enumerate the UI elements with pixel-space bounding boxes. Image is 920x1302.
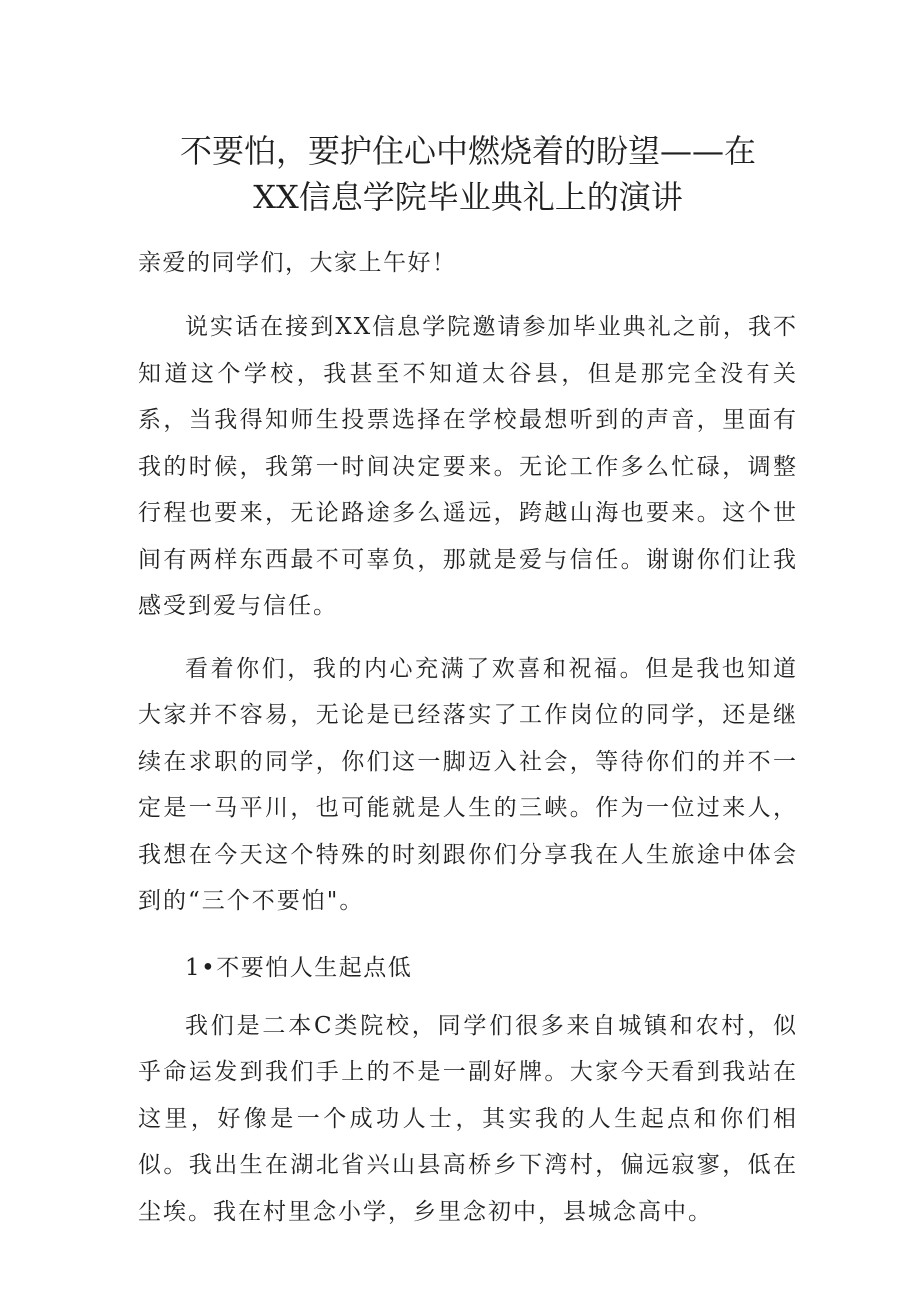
document-page bbox=[138, 0, 798, 1235]
paragraph-1: 说实话在接到XX信息学院邀请参加毕业典礼之前，我不知道这个学校，我甚至不知道太谷县，但是那完全没有关系，当我得知师生投票选择在学校最想听到的声音，里面有我的时候，我第一时间决定要来。无论工作多么忙碌，调整行程也要来，无论路途多么遥远，跨越山海也要来。这个世间有两样东西最不可辜负，那就是爱与信任。谢谢你们让我感受到爱与信任。 bbox=[138, 314, 798, 619]
section-paragraph: 我们是二本C类院校，同学们很多来自城镇和农村，似乎命运发到我们手上的不是一副好牌。大家今天看到我站在这里，好像是一个成功人士，其实我的人生起点和你们相似。我出生在湖北省兴山县高桥乡下湾村，偏远寂寥，低在尘埃。我在村里念小学，乡里念初中，县城念高中。 bbox=[138, 1012, 798, 1225]
title-line-2: XX信息学院毕业典礼上的演讲 bbox=[253, 178, 683, 216]
greeting: 亲爱的同学们，大家上午好！ bbox=[138, 250, 457, 276]
document-title bbox=[138, 128, 798, 220]
title-line-1: 不要怕，要护住心中燃烧着的盼望——在 bbox=[179, 132, 756, 170]
paragraph-2: 看着你们，我的内心充满了欢喜和祝福。但是我也知道大家并不容易，无论是已经落实了工作岗位的同学，还是继续在求职的同学，你们这一脚迈入社会，等待你们的并不一定是一马平川，也可能就是人生的三峡。作为一位过来人，我想在今天这个特殊的时刻跟你们分享我在人生旅途中体会到的“三个不要怕"。 bbox=[138, 655, 798, 914]
section-heading: 1•不要怕人生起点低 bbox=[185, 954, 413, 981]
